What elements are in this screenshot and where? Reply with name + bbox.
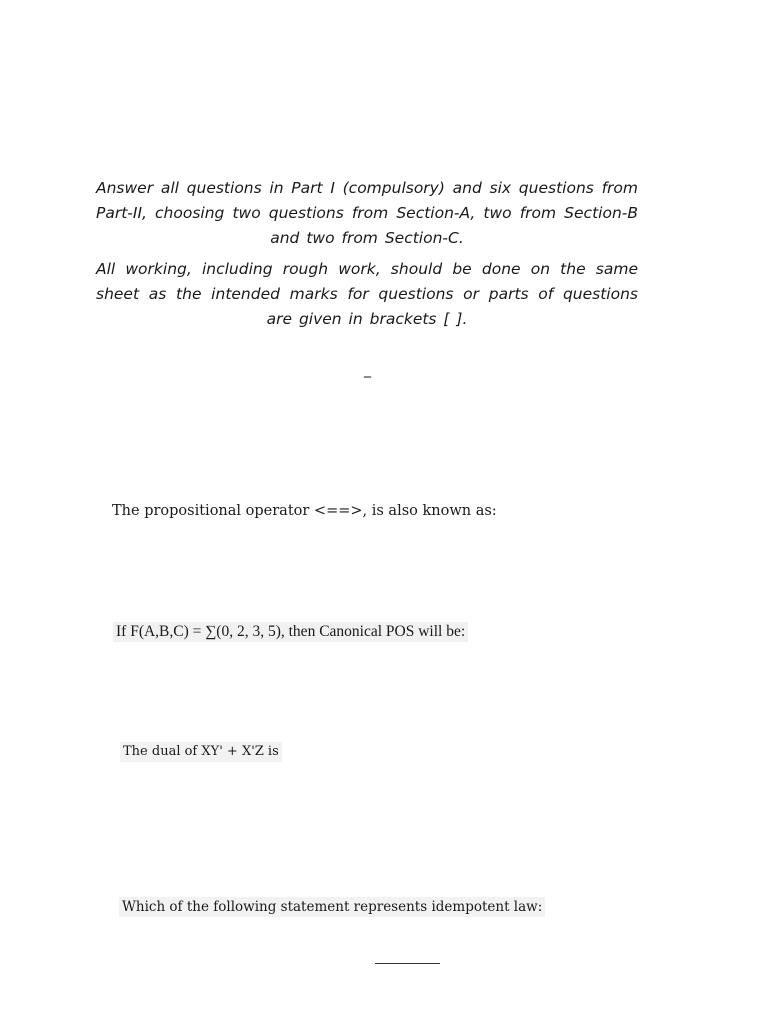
question-1: The propositional operator <==>, is also known as:	[112, 503, 497, 519]
bottom-rule	[375, 963, 440, 964]
question-3: The dual of XY' + X'Z is	[120, 742, 282, 762]
question-4: Which of the following statement represents idempotent law:	[119, 897, 545, 917]
exam-instructions	[96, 176, 638, 338]
instruction-paragraph-2: All working, including rough work, should be done on the same sheet as the intended marks for questions or parts of questions are given in brackets [ ].	[96, 260, 638, 328]
instruction-paragraph-1: Answer all questions in Part I (compulsory) and six questions from Part-II, choosing two questions from Section-A, two from Section-B and two from Section-C.	[96, 179, 638, 247]
question-2: If F(A,B,C) = ∑(0, 2, 3, 5), then Canonical POS will be:	[113, 622, 468, 642]
section-separator: _	[364, 362, 371, 378]
